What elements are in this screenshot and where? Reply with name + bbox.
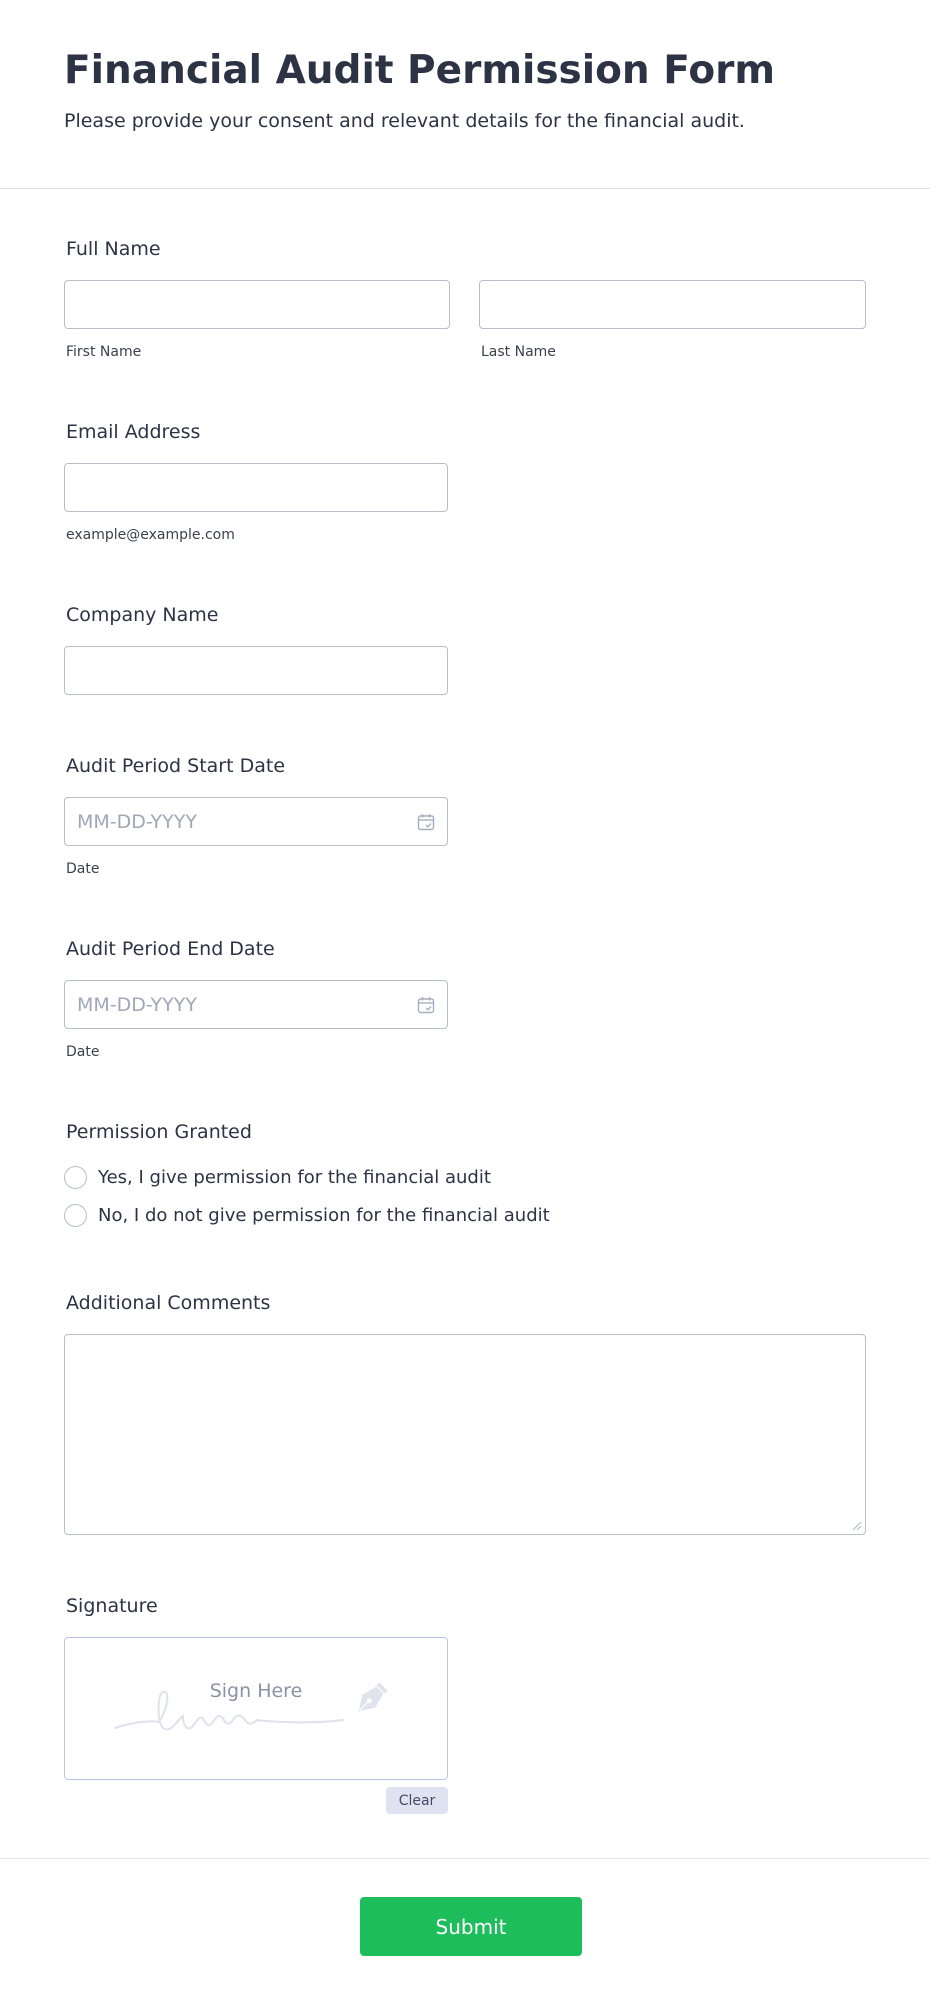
radio-no[interactable] bbox=[64, 1204, 87, 1227]
permission-no-option[interactable] bbox=[64, 1202, 550, 1228]
comments-label: Additional Comments bbox=[66, 1292, 271, 1314]
calendar-icon[interactable] bbox=[417, 813, 435, 831]
comments-textarea[interactable] bbox=[64, 1334, 866, 1535]
form-title: Financial Audit Permission Form bbox=[64, 48, 775, 93]
email-sublabel: example@example.com bbox=[66, 527, 235, 543]
end-date-label: Audit Period End Date bbox=[66, 938, 275, 960]
start-date-label: Audit Period Start Date bbox=[66, 755, 286, 777]
radio-yes[interactable] bbox=[64, 1166, 87, 1189]
resize-handle-icon[interactable] bbox=[850, 1519, 862, 1531]
form-header bbox=[0, 0, 930, 189]
signature-pad[interactable] bbox=[64, 1637, 448, 1780]
end-date-sublabel: Date bbox=[66, 1044, 100, 1060]
permission-label: Permission Granted bbox=[66, 1121, 252, 1143]
first-name-sublabel: First Name bbox=[66, 344, 142, 360]
last-name-input[interactable] bbox=[479, 280, 866, 329]
pen-nib-icon bbox=[348, 1680, 392, 1720]
footer-divider bbox=[0, 1858, 930, 1859]
signature-placeholder: Sign Here bbox=[209, 1680, 303, 1702]
calendar-icon[interactable] bbox=[417, 996, 435, 1014]
email-field[interactable] bbox=[64, 463, 448, 512]
company-label: Company Name bbox=[66, 604, 219, 626]
submit-button[interactable]: Submit bbox=[360, 1897, 582, 1956]
email-label: Email Address bbox=[66, 421, 201, 443]
signature-label: Signature bbox=[66, 1595, 158, 1617]
form-subtitle: Please provide your consent and relevant details for the financial audit. bbox=[64, 110, 745, 132]
first-name-input[interactable] bbox=[64, 280, 450, 329]
start-date-field bbox=[64, 797, 448, 846]
end-date-input[interactable] bbox=[65, 981, 419, 1028]
permission-yes-label: Yes, I give permission for the financial audit bbox=[98, 1166, 491, 1188]
full-name-label: Full Name bbox=[66, 238, 161, 260]
permission-no-label: No, I do not give permission for the financial audit bbox=[98, 1204, 550, 1226]
last-name-sublabel: Last Name bbox=[481, 344, 556, 360]
start-date-input[interactable] bbox=[65, 798, 419, 845]
clear-signature-button[interactable]: Clear bbox=[386, 1787, 448, 1814]
company-name-input[interactable] bbox=[64, 646, 448, 695]
start-date-sublabel: Date bbox=[66, 861, 100, 877]
end-date-field bbox=[64, 980, 448, 1029]
permission-yes-option[interactable] bbox=[64, 1164, 491, 1190]
